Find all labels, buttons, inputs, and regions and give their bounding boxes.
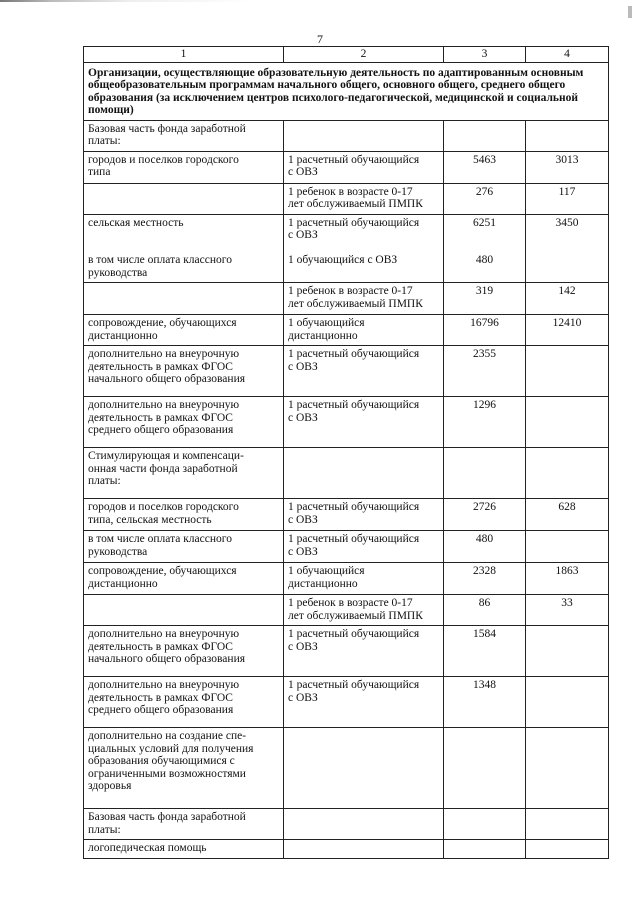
value-col3-cell bbox=[444, 809, 526, 840]
value-col4-cell bbox=[526, 346, 609, 397]
section-row bbox=[84, 62, 609, 120]
table-row bbox=[84, 499, 609, 531]
value-col4-cell: 628 bbox=[526, 499, 609, 531]
indicator-cell: городов и поселков городского типа, сельская местность bbox=[84, 499, 284, 531]
indicator-cell: дополнительно на создание спе- циальных условий для получения образования обучающимися с ограниченными возможностями здоровья bbox=[84, 728, 284, 809]
indicator-cell: логопедическая помощь bbox=[84, 840, 284, 859]
column-header: 3 bbox=[444, 47, 526, 63]
unit-cell: 1 ребенок в возрасте 0-17 лет обслуживаемый ПМПК bbox=[284, 595, 444, 626]
unit-cell: 1 расчетный обучающийся с ОВЗ bbox=[284, 151, 444, 183]
column-header: 1 bbox=[84, 47, 284, 63]
value-col3-cell: 2355 bbox=[444, 346, 526, 397]
table-row bbox=[84, 315, 609, 346]
value-col4-cell: 142 bbox=[526, 283, 609, 315]
value-col3-cell: 1296 bbox=[444, 397, 526, 448]
value-col3-cell: 276 bbox=[444, 183, 526, 214]
unit-cell: 1 обучающийся дистанционно bbox=[284, 315, 444, 346]
unit-cell: 1 расчетный обучающийся с ОВЗ bbox=[284, 626, 444, 677]
value-col3-cell: 6251 480 bbox=[444, 214, 526, 283]
table-row bbox=[84, 397, 609, 448]
table-row bbox=[84, 840, 609, 859]
value-col4-cell bbox=[526, 397, 609, 448]
value-col4-cell bbox=[526, 728, 609, 809]
value-col4-cell bbox=[526, 626, 609, 677]
unit-cell: 1 обучающийся дистанционно bbox=[284, 563, 444, 595]
table-row bbox=[84, 563, 609, 595]
unit-cell: 1 расчетный обучающийся с ОВЗ 1 обучающийся с ОВЗ bbox=[284, 214, 444, 283]
table-row bbox=[84, 595, 609, 626]
indicator-cell: Базовая часть фонда заработной платы: bbox=[84, 809, 284, 840]
value-col3-cell bbox=[444, 120, 526, 151]
table-row bbox=[84, 183, 609, 214]
value-col3-cell bbox=[444, 840, 526, 859]
indicator-cell bbox=[84, 183, 284, 214]
table-row bbox=[84, 531, 609, 563]
allocation-table bbox=[83, 46, 609, 859]
unit-cell: 1 ребенок в возрасте 0-17 лет обслуживаемый ПМПК bbox=[284, 183, 444, 214]
indicator-cell: в том числе оплата классного руководства bbox=[84, 531, 284, 563]
scan-mark bbox=[628, 6, 632, 18]
indicator-cell: Базовая часть фонда заработной платы: bbox=[84, 120, 284, 151]
value-col3-cell: 2328 bbox=[444, 563, 526, 595]
table-row bbox=[84, 214, 609, 283]
unit-cell: 1 расчетный обучающийся с ОВЗ bbox=[284, 531, 444, 563]
value-col4-cell bbox=[526, 840, 609, 859]
unit-cell: 1 расчетный обучающийся с ОВЗ bbox=[284, 346, 444, 397]
unit-cell: 1 расчетный обучающийся с ОВЗ bbox=[284, 397, 444, 448]
value-col3-cell bbox=[444, 728, 526, 809]
value-col3-cell: 319 bbox=[444, 283, 526, 315]
table-row bbox=[84, 120, 609, 151]
indicator-cell bbox=[84, 283, 284, 315]
indicator-cell: дополнительно на внеурочную деятельность в рамках ФГОС среднего общего образования bbox=[84, 677, 284, 728]
page-number: 7 bbox=[317, 32, 323, 46]
indicator-cell: сельская местность в том числе оплата классного руководства bbox=[84, 214, 284, 283]
unit-cell bbox=[284, 120, 444, 151]
table-row bbox=[84, 346, 609, 397]
table-row bbox=[84, 728, 609, 809]
value-col4-cell bbox=[526, 677, 609, 728]
value-col3-cell: 1348 bbox=[444, 677, 526, 728]
value-col3-cell: 2726 bbox=[444, 499, 526, 531]
table-row bbox=[84, 677, 609, 728]
value-col4-cell: 117 bbox=[526, 183, 609, 214]
unit-cell: 1 расчетный обучающийся с ОВЗ bbox=[284, 499, 444, 531]
value-col3-cell: 86 bbox=[444, 595, 526, 626]
value-col3-cell: 1584 bbox=[444, 626, 526, 677]
value-col3-cell: 480 bbox=[444, 531, 526, 563]
indicator-cell bbox=[84, 595, 284, 626]
indicator-cell: дополнительно на внеурочную деятельность в рамках ФГОС начального общего образования bbox=[84, 346, 284, 397]
column-header: 4 bbox=[526, 47, 609, 63]
indicator-cell: сопровождение, обучающихся дистанционно bbox=[84, 563, 284, 595]
table-row bbox=[84, 809, 609, 840]
value-col4-cell bbox=[526, 809, 609, 840]
value-col4-cell bbox=[526, 531, 609, 563]
indicator-cell: дополнительно на внеурочную деятельность в рамках ФГОС среднего общего образования bbox=[84, 397, 284, 448]
unit-cell bbox=[284, 809, 444, 840]
value-col4-cell bbox=[526, 120, 609, 151]
value-col4-cell: 3013 bbox=[526, 151, 609, 183]
value-col3-cell: 5463 bbox=[444, 151, 526, 183]
section-title: Организации, осуществляющие образовательную деятельность по адаптированным основным общеобразовательным программам начального общего, основного общего, среднего общего образования (за исключением центров психолого-педагогической, медицинской и социальной помощи) bbox=[84, 62, 609, 120]
table-row bbox=[84, 151, 609, 183]
scan-edge bbox=[0, 0, 640, 2]
unit-cell bbox=[284, 840, 444, 859]
value-col4-cell: 12410 bbox=[526, 315, 609, 346]
value-col3-cell: 16796 bbox=[444, 315, 526, 346]
indicator-cell: Стимулирующая и компенсаци- онная части фонда заработной платы: bbox=[84, 448, 284, 499]
unit-cell: 1 ребенок в возрасте 0-17 лет обслуживаемый ПМПК bbox=[284, 283, 444, 315]
header-row bbox=[84, 47, 609, 63]
column-header: 2 bbox=[284, 47, 444, 63]
value-col4-cell bbox=[526, 448, 609, 499]
value-col4-cell: 3450 bbox=[526, 214, 609, 283]
unit-cell bbox=[284, 728, 444, 809]
unit-cell: 1 расчетный обучающийся с ОВЗ bbox=[284, 677, 444, 728]
indicator-cell: сопровождение, обучающихся дистанционно bbox=[84, 315, 284, 346]
unit-cell bbox=[284, 448, 444, 499]
table-row bbox=[84, 448, 609, 499]
indicator-cell: городов и поселков городского типа bbox=[84, 151, 284, 183]
value-col4-cell: 1863 bbox=[526, 563, 609, 595]
indicator-cell: дополнительно на внеурочную деятельность в рамках ФГОС начального общего образования bbox=[84, 626, 284, 677]
table-row bbox=[84, 626, 609, 677]
value-col4-cell: 33 bbox=[526, 595, 609, 626]
table-row bbox=[84, 283, 609, 315]
value-col3-cell bbox=[444, 448, 526, 499]
